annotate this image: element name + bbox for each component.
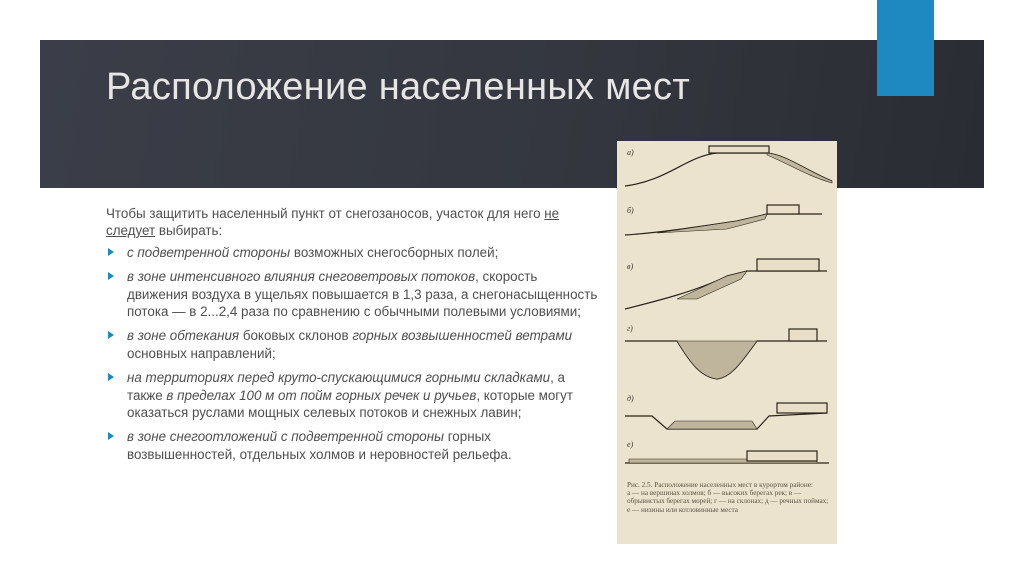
bullet-arrow-icon [108,373,114,381]
figure-label-b: б) [627,206,634,215]
bullet-text: , а также [127,370,565,403]
bullet-text: на территориях перед круто-спускающимися горными складками [127,370,551,386]
bullet-text: боковых склонов [239,328,353,344]
slide-title: Расположение населенных мест [106,66,691,108]
figure-label-a: а) [627,148,634,157]
figure-label-e: д) [627,394,634,403]
relief-figure [617,141,837,544]
bullet-text: возможных снегосборных полей; [290,244,499,260]
bullet-arrow-icon [108,432,114,440]
figure-label-d: г) [627,324,633,333]
figure-caption [627,481,832,514]
caption-body: а — на вершинах холмов; б — высоких берегах рек; в — обрывистых берегах морей; г — на склонах; д — речных поймах; е — низины или котловинные места [627,489,829,514]
bullet-text: с подветренной стороны [127,244,291,260]
bullet-list [106,244,598,463]
slide-body [106,205,598,470]
bullet-item [106,327,598,362]
bullet-arrow-icon [108,331,114,339]
bullet-arrow-icon [108,272,114,280]
bullet-text: в зоне обтекания [127,328,240,344]
intro-text-end: выбирать: [155,223,223,239]
bullet-text: горных возвышенностей, отдельных холмов и неровностей рельефа. [127,429,512,462]
bullet-text: в зоне интенсивного влияния снеговетровых потоков [127,269,476,285]
bullet-arrow-icon [108,248,114,256]
figure-label-c: в) [627,262,634,271]
relief-diagrams [617,141,837,481]
bullet-text: , которые могут оказаться руслами мощных селевых потоков и снежных лавин; [127,387,573,421]
bullet-item [106,428,598,463]
bullet-item [106,268,598,320]
bullet-text: в зоне снегоотложений с подветренной стороны [127,429,444,445]
figure-label-f: е) [627,440,634,449]
intro-underlined-text: не следует [106,206,560,239]
bullet-item [106,244,598,261]
bullet-text: основных направлений; [127,345,276,361]
intro-text: Чтобы защитить населенный пункт от снегозаносов, участок для него [106,206,545,221]
bullet-item [106,369,598,421]
accent-block [877,0,934,96]
intro-paragraph [106,205,598,240]
caption-title: Рис. 2.5. Расположение населенных мест в курортом районе: [627,481,813,489]
title-banner [40,40,984,188]
bullet-text: , скорость движения воздуха в ущельях повышается в 1,3 раза, а снегонасыщенность потока — в 2...2,4 раза по сравнению с обычными полевыми условиями; [127,269,598,320]
bullet-text: в пределах 100 м от пойм горных речек и ручьев [166,387,477,403]
bullet-text: горных возвышенностей ветрами [352,328,573,344]
